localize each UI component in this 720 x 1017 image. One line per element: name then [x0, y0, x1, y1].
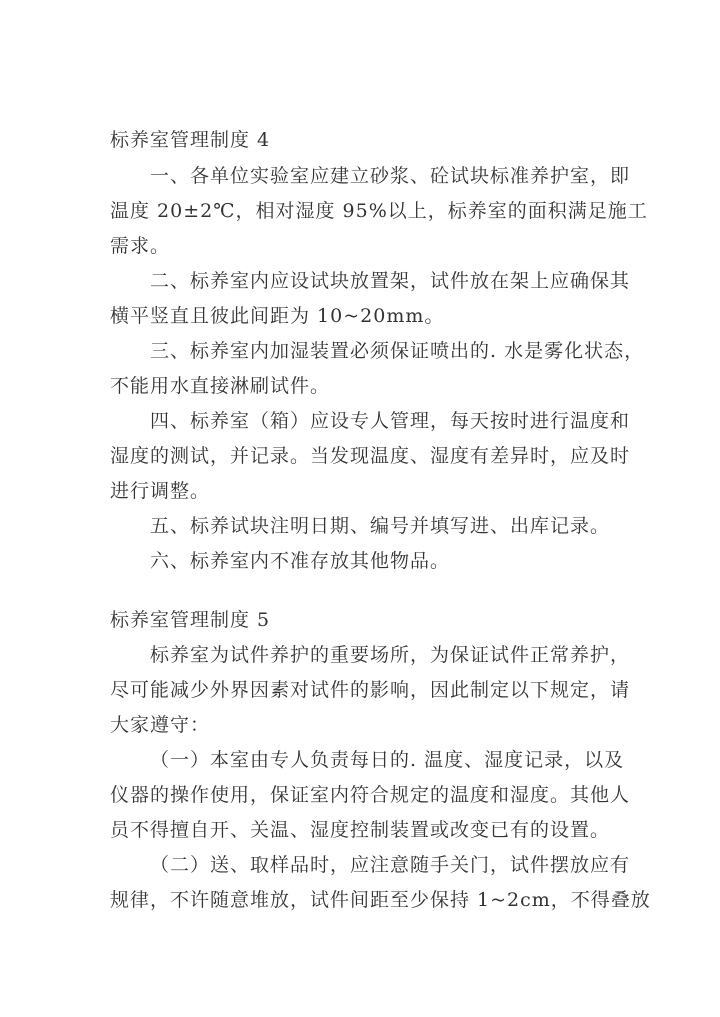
section-5-para-2-line-1: （一）本室由专人负责每日的. 温度、湿度记录，以及: [150, 749, 625, 771]
section-4-para-4-line-2: 湿度的测试，并记录。当发现温度、湿度有差异时，应及时: [110, 445, 631, 467]
section-4-para-2-line-1: 二、标养室内应设试块放置架，试件放在架上应确保其: [150, 270, 631, 292]
section-4-para-4-line-3: 进行调整。: [110, 480, 211, 502]
section-4-para-1-line-1: 一、各单位实验室应建立砂浆、砼试块标准养护室，即: [150, 165, 631, 187]
section-5-para-3-line-2: 规律，不许随意堆放，试件间距至少保持 1~2cm，不得叠放: [110, 889, 651, 911]
section-4-para-6-line-1: 六、标养室内不准存放其他物品。: [150, 550, 451, 572]
section-4-para-1-line-3: 需求。: [110, 235, 171, 257]
section-4-para-3-line-1: 三、标养室内加湿装置必须保证喷出的. 水是雾化状态，: [150, 340, 645, 362]
section-4-para-5-line-1: 五、标养试块注明日期、编号并填写进、出库记录。: [150, 515, 611, 537]
section-4-title: 标养室管理制度 4: [110, 129, 271, 151]
section-5-para-3-line-1: （二）送、取样品时，应注意随手关门，试件摆放应有: [150, 854, 631, 876]
section-4-para-3-line-2: 不能用水直接淋刷试件。: [110, 375, 331, 397]
section-4-para-2-line-2: 横平竖直且彼此间距为 10~20mm。: [110, 305, 445, 327]
section-4-para-1-line-2: 温度 20±2℃，相对湿度 95%以上，标养室的面积满足施工: [110, 200, 648, 222]
section-5-para-2-line-3: 员不得擅自开、关温、湿度控制装置或改变已有的设置。: [110, 819, 611, 841]
section-5-para-2-line-2: 仪器的操作使用，保证室内符合规定的温度和湿度。其他人: [110, 784, 631, 806]
section-4-para-4-line-1: 四、标养室（箱）应设专人管理，每天按时进行温度和: [150, 410, 631, 432]
section-5-para-1-line-2: 尽可能减少外界因素对试件的影响，因此制定以下规定，请: [110, 679, 631, 701]
section-5-title: 标养室管理制度 5: [110, 609, 271, 631]
section-5-para-1-line-1: 标养室为试件养护的重要场所，为保证试件正常养护，: [150, 644, 631, 666]
section-5-para-1-line-3: 大家遵守：: [110, 714, 211, 736]
